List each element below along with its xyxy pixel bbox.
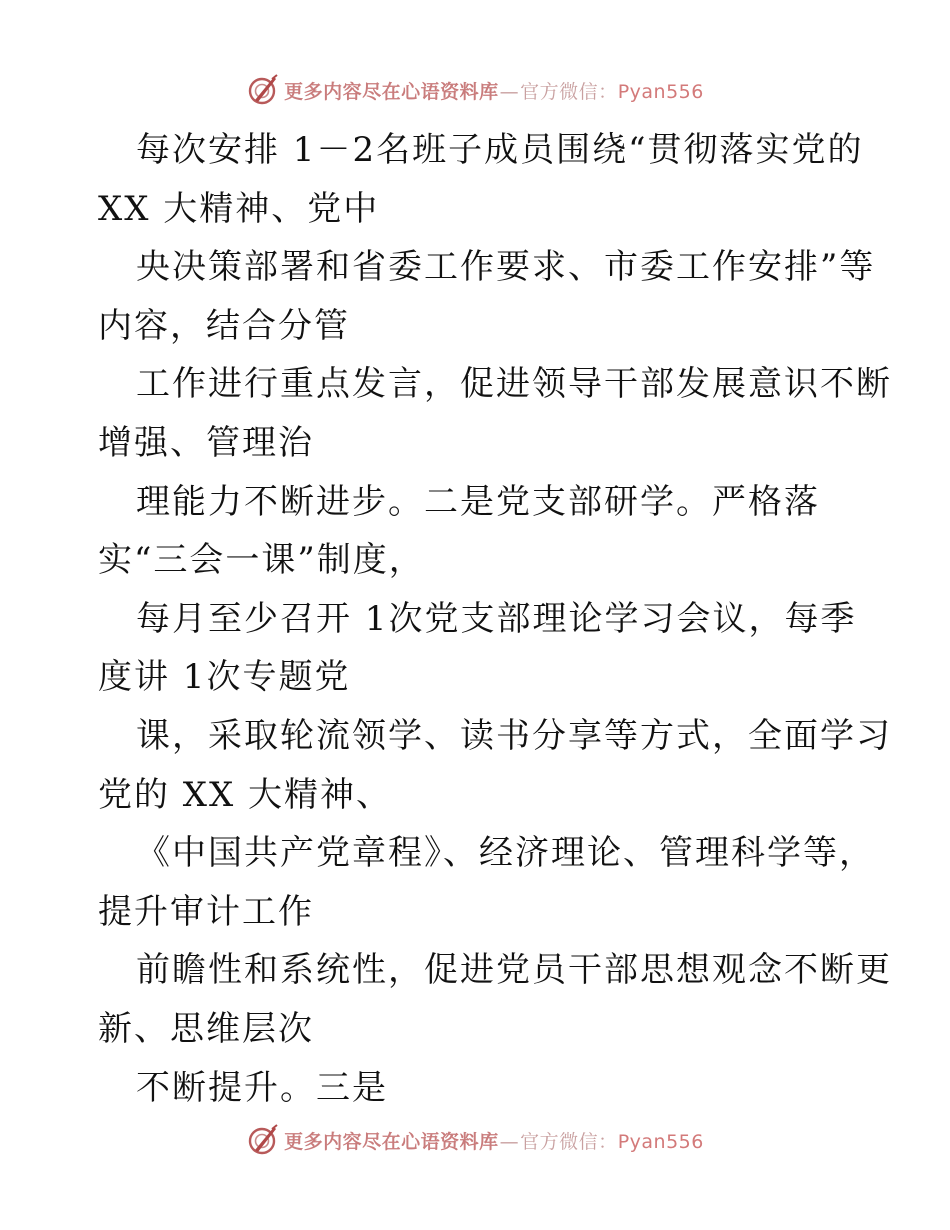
text-line: 每次安排 1－2名班子成员围绕“贯彻落实党的 — [136, 130, 864, 170]
watermark-site-text: 更多内容尽在心语资料库 — [284, 80, 499, 103]
text-line: 每月至少召开 1次党支部理论学习会议，每季 — [136, 598, 857, 639]
footer-watermark — [0, 1120, 950, 1160]
text-line: 内容，结合分管 — [98, 305, 350, 346]
watermark-text — [284, 1127, 704, 1154]
quill-seal-icon — [246, 73, 280, 107]
quill-seal-icon — [246, 1123, 280, 1157]
text-line: 增强、管理治 — [98, 422, 314, 463]
watermark-site-text: 更多内容尽在心语资料库 — [284, 1130, 499, 1153]
watermark-text — [284, 77, 704, 104]
header-watermark — [0, 70, 950, 110]
text-line: 新、思维层次 — [98, 1008, 314, 1049]
watermark-separator: — — [499, 1130, 520, 1153]
watermark-separator: — — [499, 80, 520, 103]
text-line: 度讲 1次专题党 — [98, 657, 351, 698]
text-line: 《中国共产党章程》、经济理论、管理科学等， — [136, 833, 875, 874]
text-line: 前瞻性和系统性，促进党员干部思想观念不断更 — [136, 950, 892, 991]
watermark-wechat-id: Pyan556 — [617, 80, 704, 103]
text-line: 理能力不断进步。二是党支部研学。严格落 — [136, 481, 820, 522]
watermark-label: 官方微信： — [520, 1130, 618, 1153]
watermark-wechat-id: Pyan556 — [617, 1130, 704, 1153]
watermark-label: 官方微信： — [520, 80, 618, 103]
text-line: 工作进行重点发言，促进领导干部发展意识不断 — [136, 364, 892, 405]
text-line: 党的 XX 大精神、 — [98, 774, 393, 815]
text-line: 实“三会一课”制度， — [98, 540, 425, 581]
text-line: 课，采取轮流领学、读书分享等方式，全面学习 — [136, 715, 892, 756]
document-body — [98, 121, 892, 1117]
text-line: 央决策部署和省委工作要求、市委工作安排”等 — [136, 247, 876, 288]
text-line: XX 大精神、党中 — [98, 188, 380, 229]
text-line: 不断提升。三是 — [136, 1067, 388, 1108]
text-line: 提升审计工作 — [98, 891, 314, 932]
